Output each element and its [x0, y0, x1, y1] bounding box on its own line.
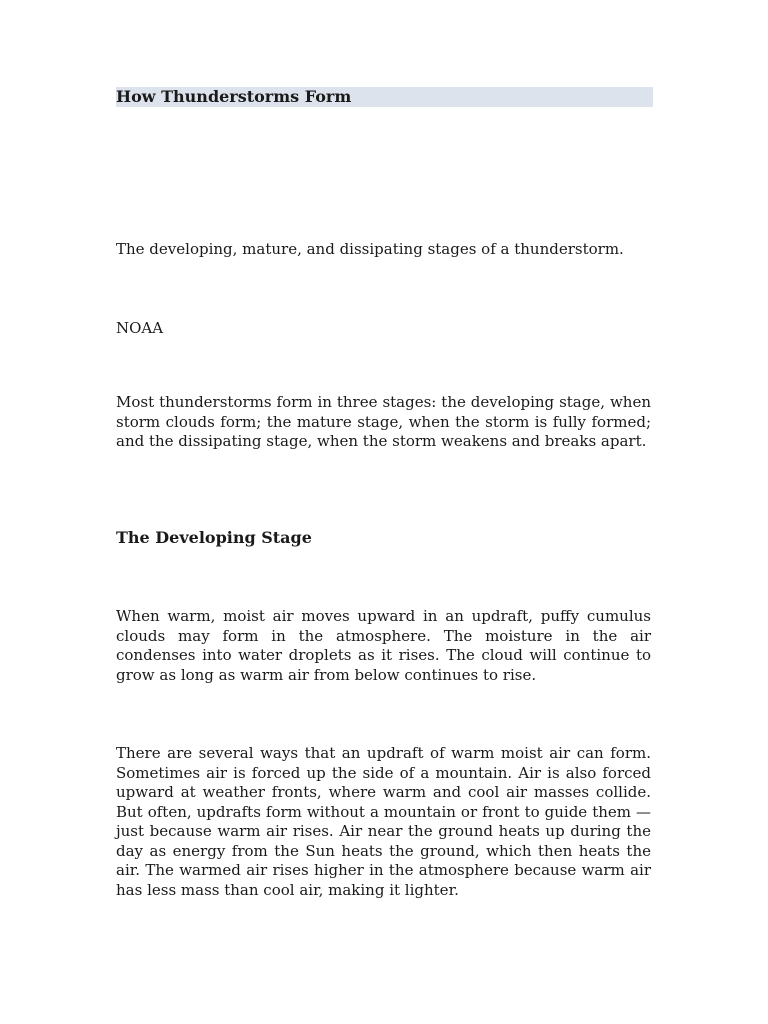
section-heading: The Developing Stage [116, 528, 312, 547]
image-credit: NOAA [116, 319, 164, 337]
document-title: How Thunderstorms Form [116, 87, 352, 106]
body-paragraph: There are several ways that an updraft of warm moist air can form. Sometimes air is forced up the side of a mountain. Air is also forced upward at weather fronts, where warm and cool air masses collide. But often, updrafts form without a mountain or front to guide them — just because warm air rises. Air near the ground heats up during the day as energy from the Sun heats the ground, which then heats the air. The warmed air rises higher in the atmosphere because warm air has less mass than cool air, making it lighter. [116, 744, 651, 899]
intro-paragraph: Most thunderstorms form in three stages: the developing stage, when storm clouds form; the mature stage, when the storm is fully formed; and the dissipating stage, when the storm weakens and breaks apart. [116, 393, 651, 450]
image-caption: The developing, mature, and dissipating stages of a thunderstorm. [116, 240, 624, 258]
body-paragraph: When warm, moist air moves upward in an updraft, puffy cumulus clouds may form in the atmosphere. The moisture in the air condenses into water droplets as it rises. The cloud will continue to grow as long as warm air from below continues to rise. [116, 607, 651, 684]
